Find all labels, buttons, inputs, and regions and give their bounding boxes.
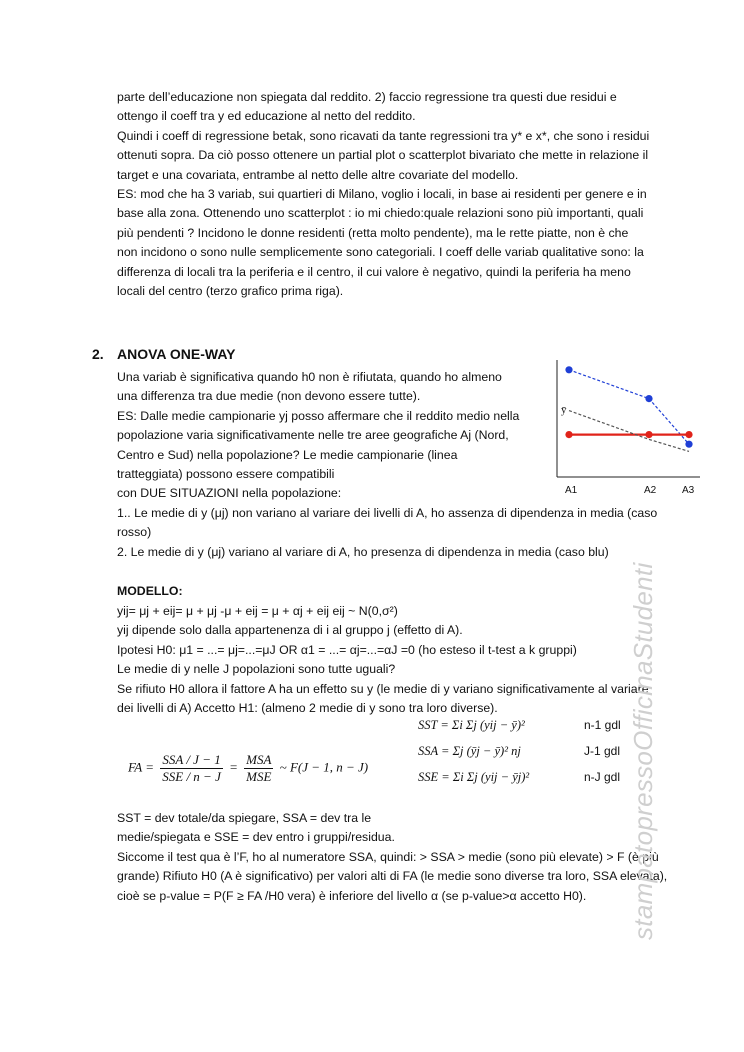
numerator: SSA / J − 1 — [160, 752, 223, 769]
text-line: ottenuti sopra. Da ciò posso ottenere un partial plot o scatterplot bivariato che mette in relazione il — [117, 148, 649, 163]
text-line: popolazione varia significativamente nelle tre aree geografiche Aj (Nord, — [117, 428, 509, 443]
chart-series-group — [565, 366, 692, 451]
denominator: SSE / n − J — [162, 769, 221, 784]
formula-gdl: n-J gdl — [584, 770, 621, 784]
formula-sse: SSE = Σi Σj (yij − ȳj)² — [418, 770, 530, 784]
y-mean-label: ȳ — [561, 404, 567, 416]
data-point — [645, 395, 652, 402]
section-number: 2. — [92, 346, 104, 362]
formula-ssa: SSA = Σj (ȳj − ȳ)² nj — [418, 744, 521, 758]
numerator: MSA — [246, 752, 272, 767]
conclusion-paragraph — [117, 809, 667, 906]
formula-gdl: J-1 gdl — [584, 744, 621, 758]
text-line: medie/spiegata e SSE = dev entro i gruppi/residua. — [117, 830, 395, 845]
text-line: rosso) — [117, 525, 152, 540]
fraction — [244, 752, 273, 785]
anova-intro-paragraph — [117, 368, 519, 504]
data-point — [685, 431, 692, 438]
series-line — [569, 411, 689, 452]
text-line: base alla zona. Ottenendo uno scatterplot : io mi chiedo:quale relazioni sono più importanti, quali — [117, 206, 644, 221]
text-line: cioè se p-value = P(F ≥ FA /H0 vera) è inferiore del livello α (se p-value>α accetto H0). — [117, 888, 587, 903]
section-title: ANOVA ONE-WAY — [117, 346, 236, 362]
series-line — [569, 370, 689, 444]
text-line: tratteggiata) possono essere compatibili — [117, 467, 335, 482]
equals-sign: = — [229, 759, 238, 775]
watermark: stampatopressoOfficinaStudenti — [628, 562, 658, 940]
text-line: con DUE SITUAZIONI nella popolazione: — [117, 486, 342, 501]
text-line: differenza di locali tra la periferia e il centro, il cui valore è negativo, quindi la periferia ha meno — [117, 264, 631, 279]
model-heading: MODELLO: — [117, 584, 183, 598]
data-point — [685, 441, 692, 448]
text-line: Siccome il test qua è l’F, ho al numeratore SSA, quindi: > SSA > medie (sono più elevate) > F (è più — [117, 849, 659, 864]
text-line: grande) Rifiuto H0 (A è significativo) per valori alti di FA (le medie sono diverse tra loro, SSA elevata), — [117, 869, 668, 884]
data-point — [565, 431, 572, 438]
text-line: yij= μj + eij= μ + μj -μ + eij = μ + αj + eij eij ~ N(0,σ²) — [117, 604, 398, 618]
text-line: più pendenti ? Incidono le donne residenti (retta molto pendente), ma le rette piatte, non è che — [117, 225, 629, 240]
text-line: locali del centro (terzo grafico prima riga). — [117, 284, 344, 299]
x-tick-label: A2 — [644, 485, 657, 496]
situations-paragraph — [117, 504, 657, 562]
fraction — [160, 752, 223, 785]
x-tick-label: A3 — [682, 485, 695, 496]
text-line: 2. Le medie di y (μj) variano al variare di A, ho presenza di dipendenza in media (caso blu) — [117, 544, 609, 559]
f-statistic-formula — [128, 752, 368, 785]
text-line: SST = dev totale/da spiegare, SSA = dev tra le — [117, 811, 372, 825]
text-line: Centro e Sud) nella popolazione? Le medie campionarie (linea — [117, 447, 458, 462]
anova-means-chart — [545, 355, 705, 500]
intro-paragraph — [117, 88, 649, 301]
data-point — [565, 366, 572, 373]
f-lhs: FA = — [128, 759, 154, 775]
text-line: dei livelli di A) Accetto H1: (almeno 2 medie di y sono tra loro diverse). — [117, 701, 498, 716]
text-line: ES: Dalle medie campionarie yj posso affermare che il reddito medio nella — [117, 408, 520, 423]
text-line: parte dell’educazione non spiegata dal reddito. 2) faccio regressione tra questi due residui e — [117, 90, 617, 104]
text-line: Ipotesi H0: μ1 = ...= μj=...=μJ OR α1 = ...= αj=...=αJ =0 (ho esteso il t-test a k gruppi) — [117, 642, 577, 657]
f-distribution: ~ F(J − 1, n − J) — [279, 759, 369, 775]
formula-sst: SST = Σi Σj (yij − ȳ)² — [418, 718, 525, 732]
text-line: una differenza tra due medie (non devono essere tutte). — [117, 389, 421, 404]
formula-gdl: n-1 gdl — [584, 718, 621, 732]
text-line: ES: mod che ha 3 variab, sui quartieri di Milano, voglio i locali, in base ai residenti per genere e in — [117, 187, 647, 202]
text-line: 1.. Le medie di y (μj) non variano al variare dei livelli di A, ho assenza di dipendenza in media (caso — [117, 506, 658, 520]
x-tick-label: A1 — [565, 485, 578, 496]
text-line: target e una covariata, entrambe al netto delle altre covariate del modello. — [117, 167, 519, 182]
denominator: MSE — [246, 769, 272, 784]
text-line: Le medie di y nelle J popolazioni sono tutte uguali? — [117, 662, 396, 677]
text-line: Una variab è significativa quando h0 non è rifiutata, quando ho almeno — [117, 370, 502, 384]
model-paragraph — [117, 602, 649, 718]
text-line: Se rifiuto H0 allora il fattore A ha un effetto su y (le medie di y variano significativamente al variare — [117, 681, 649, 696]
section-heading — [92, 346, 236, 362]
text-line: Quindi i coeff di regressione betak, sono ricavati da tante regressioni tra y* e x*, che sono i residui — [117, 128, 650, 143]
text-line: non incidono o sono nulle semplicemente sono categoriali. I coeff delle variab qualitative sono: la — [117, 245, 644, 260]
text-line: ottengo il coeff tra y ed educazione al netto del reddito. — [117, 109, 416, 124]
text-line: yij dipende solo dalla appartenenza di i al gruppo j (effetto di A). — [117, 623, 463, 638]
data-point — [645, 431, 652, 438]
